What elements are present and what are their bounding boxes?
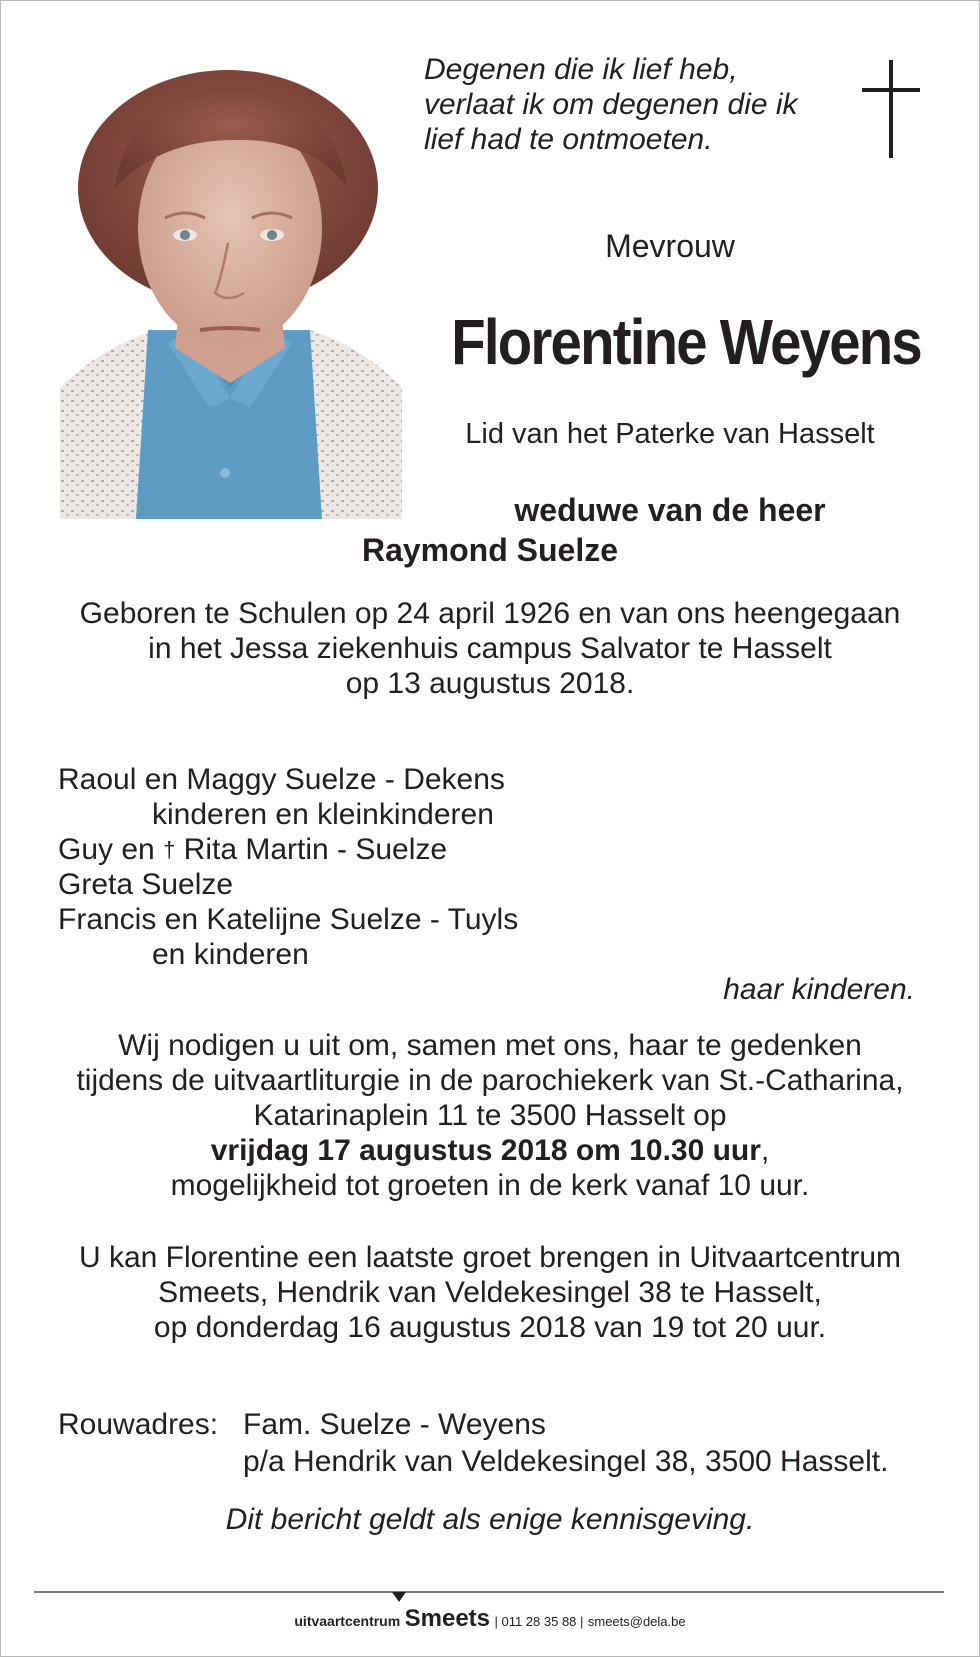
family-entry: en kinderen [152, 938, 309, 971]
family-entry: Francis en Katelijne Suelze - Tuyls [58, 903, 519, 936]
portrait-photo [60, 68, 402, 519]
ceremony-paragraph [40, 1028, 940, 1203]
quote-line: lief had te ontmoeten. [424, 123, 713, 156]
membership-line: Lid van het Paterke van Hasselt [465, 418, 875, 450]
text-line: Katarinaplein 11 te 3500 Hasselt op [253, 1099, 727, 1132]
text-line: tijdens de uitvaartliturgie in de parochiekerk van St.-Catharina, [76, 1064, 904, 1097]
quote-block [424, 52, 844, 157]
triangle-marker-icon [392, 1592, 406, 1602]
salutation: Mevrouw [605, 228, 735, 264]
family-entry: kinderen en kleinkinderen [152, 798, 494, 831]
cross-icon [862, 60, 920, 158]
footer-prefix: uitvaartcentrum [294, 1613, 401, 1629]
text-line: mogelijkheid tot groeten in de kerk vanaf 10 uur. [170, 1169, 810, 1202]
mourning-address-street: p/a Hendrik van Veldekesingel 38, 3500 Hasselt. [243, 1445, 889, 1478]
widow-line: weduwe van de heer [514, 492, 826, 528]
text-line: op 13 augustus 2018. [345, 667, 635, 700]
family-entry-text: Rita Martin - Suelze [183, 833, 448, 866]
deceased-cross-icon: † [163, 837, 176, 862]
text-line: op donderdag 16 augustus 2018 van 19 tot 20 uur. [153, 1311, 827, 1344]
mourning-family-name: Fam. Suelze - Weyens [243, 1408, 546, 1441]
ceremony-date: vrijdag 17 augustus 2018 om 10.30 uur [210, 1134, 761, 1167]
family-entry-text: Guy en [58, 833, 155, 866]
family-entry [58, 832, 518, 867]
family-entry: Raoul en Maggy Suelze - Dekens [58, 763, 505, 796]
family-list [58, 762, 518, 972]
footer-email[interactable]: smeets@dela.be [587, 1614, 686, 1629]
footer [0, 1605, 980, 1633]
notice-line: Dit bericht geldt als enige kennisgeving. [225, 1503, 755, 1536]
deceased-name: Florentine Weyens [451, 306, 921, 378]
quote-line: verlaat ik om degenen die ik [424, 88, 798, 121]
text-line: Geboren te Schulen op 24 april 1926 en van ons heengegaan [79, 597, 901, 630]
footer-divider [34, 1591, 944, 1593]
text-line: Wij nodigen u uit om, samen met ons, haar te gedenken [118, 1029, 862, 1062]
visitation-paragraph [40, 1240, 940, 1345]
birth-death-paragraph [40, 596, 940, 701]
spouse-name: Raymond Suelze [361, 532, 619, 568]
text-line: U kan Florentine een laatste groet brengen in Uitvaartcentrum [78, 1241, 902, 1274]
footer-brand-logo: Smeets [404, 1605, 491, 1632]
mourning-address-label: Rouwadres: [58, 1408, 219, 1441]
family-signature: haar kinderen. [723, 973, 915, 1006]
mourning-address-line [58, 1406, 888, 1443]
text-fragment: , [760, 1134, 770, 1167]
text-line: in het Jessa ziekenhuis campus Salvator te Hasselt [148, 632, 832, 665]
mourning-address [58, 1406, 888, 1480]
ceremony-date-line [40, 1133, 940, 1168]
quote-line: Degenen die ik lief heb, [424, 53, 738, 86]
text-line: Smeets, Hendrik van Veldekesingel 38 te Hasselt, [158, 1276, 822, 1309]
family-entry: Greta Suelze [58, 868, 234, 901]
footer-phone: | 011 28 35 88 | [494, 1614, 584, 1629]
